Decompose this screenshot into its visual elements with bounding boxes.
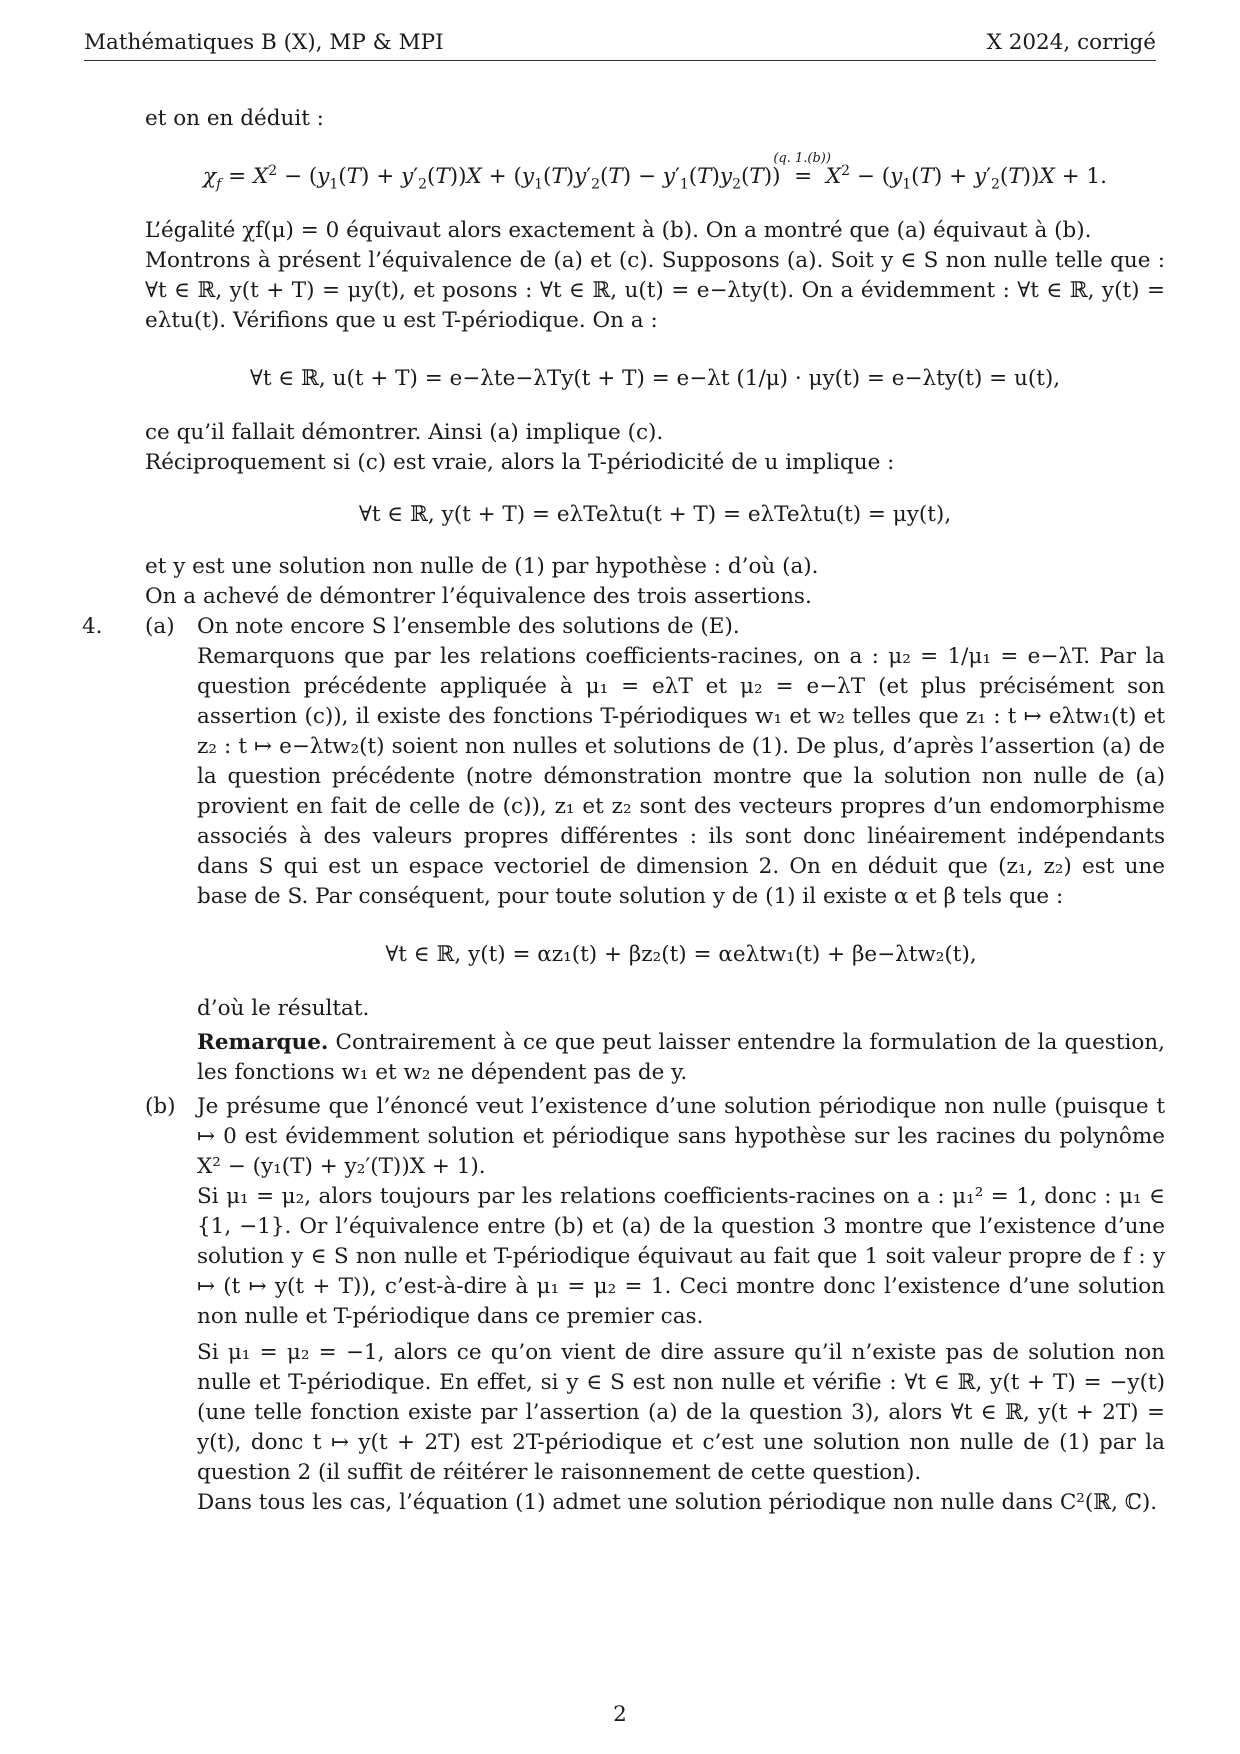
question-4b-paragraph-2: Si μ₁ = μ₂, alors toujours par les relations coefficients-racines on a : μ₁² = 1, donc : μ₁ ∈ {1, −1}. Or l’équivalence entre (b) et (a) de la question 3 montre que l’existence d’une solution y ∈ S non nulle et T-périodique équivaut au fait que 1 soit valeur propre de f : y ↦ (t ↦ y(t + T)), c’est-à-dire à μ₁ = μ₂ = 1. Ceci montre donc l’existence d’une solution non nulle et T-périodique dans ce premier cas. [197, 1184, 1165, 1329]
header-left: Mathématiques B (X), MP & MPI [84, 30, 444, 55]
paragraph-equivalence-ac: Montrons à présent l’équivalence de (a) et (c). Supposons (a). Soit y ∈ S non nulle telle que : ∀t ∈ ℝ, y(t + T) = μy(t), et posons : ∀t ∈ ℝ, u(t) = e−λty(t). On a évidemment : ∀t ∈ ℝ, y(t) = eλtu(t). Vérifions que u est T-périodique. On a : [145, 248, 1165, 333]
paragraph-converse: Réciproquement si (c) est vraie, alors la T-périodicité de u implique : [145, 450, 895, 475]
question-4a-remark [197, 1028, 1165, 1088]
remark-title: Remarque. [197, 1030, 329, 1055]
equation-chi: $\chi_f = X^2 - (y_1(T) + y'_2(T))X + (y_1(T)y'_2(T) - y'_1(T)y_2(T))$ = (q. 1.(b)) $X^2 - (y_1(T) + y'_2(T))X + 1$. [145, 162, 1165, 192]
header-right: X 2024, corrigé [986, 30, 1156, 55]
equation-annotation: (q. 1.(b)) [773, 151, 831, 166]
page-number: 2 [613, 1702, 627, 1727]
question-4a-line1: On note encore S l’ensemble des solutions de (E). [197, 614, 740, 639]
paragraph-a-implies-c: ce qu’il fallait démontrer. Ainsi (a) implique (c). [145, 420, 664, 445]
paragraph-equivalence-ab: L’égalité χf(μ) = 0 équivaut alors exactement à (b). On a montré que (a) équivaut à (b). [145, 218, 1092, 243]
page-header [84, 28, 1156, 61]
question-4b-paragraph-3: Si μ₁ = μ₂ = −1, alors ce qu’on vient de dire assure qu’il n’existe pas de solution non nulle et T-périodique. En effet, si y ∈ S est non nulle et vérifie : ∀t ∈ ℝ, y(t + T) = −y(t) (une telle fonction existe par l’assertion (a) de la question 3), alors ∀t ∈ ℝ, y(t + 2T) = y(t), donc t ↦ y(t + 2T) est 2T-périodique et c’est une solution non nulle de (1) par la question 2 (il suffit de réitérer le raisonnement de cette question). [197, 1340, 1165, 1485]
question-4a-conclusion: d’où le résultat. [197, 996, 370, 1021]
question-4b-paragraph-4: Dans tous les cas, l’équation (1) admet une solution périodique non nulle dans C²(ℝ, ℂ). [197, 1490, 1158, 1515]
question-4b-paragraph-1: Je présume que l’énoncé veut l’existence d’une solution périodique non nulle (puisque t ↦ 0 est évidemment solution et périodique sans hypothèse sur les racines du polynôme X² − (y₁(T) + y₂′(T))X + 1). [197, 1094, 1165, 1179]
equation-y: ∀t ∈ ℝ, y(t + T) = eλTeλtu(t + T) = eλTeλtu(t) = μy(t), [358, 502, 952, 527]
question-4a-paragraph: Remarquons que par les relations coefficients-racines, on a : μ₂ = 1/μ₁ = e−λT. Par la question précédente appliquée à μ₁ = eλT et μ₂ = e−λT (et plus précisément son assertion (c)), il existe des fonctions T-périodiques w₁ et w₂ telles que z₁ : t ↦ eλtw₁(t) et z₂ : t ↦ e−λtw₂(t) soient non nulles et solutions de (1). De plus, d’après l’assertion (a) de la question précédente (notre démonstration montre que la solution non nulle de (a) provient en fait de celle de (c)), z₁ et z₂ sont des vecteurs propres d’un endomorphisme associés à des valeurs propres différentes : ils sont donc linéairement indépendants dans S qui est un espace vectoriel de dimension 2. On en déduit que (z₁, z₂) est une base de S. Par conséquent, pour toute solution y de (1) il existe α et β tels que : [197, 644, 1165, 909]
question-4a-label: (a) [145, 614, 175, 639]
question-4 [82, 612, 1165, 1518]
equation-u: ∀t ∈ ℝ, u(t + T) = e−λte−λTy(t + T) = e−λt (1/μ) · μy(t) = e−λty(t) = u(t), [249, 366, 1061, 391]
remark-text: Contrairement à ce que peut laisser entendre la formulation de la question, les fonctions w₁ et w₂ ne dépendent pas de y. [197, 1030, 1165, 1085]
question-4-number: 4. [82, 614, 103, 639]
paragraph-achieved: On a achevé de démontrer l’équivalence des trois assertions. [145, 584, 812, 609]
page-body [82, 104, 1165, 1518]
intro-text: et on en déduit : [145, 106, 324, 131]
question-4a-equation: ∀t ∈ ℝ, y(t) = αz₁(t) + βz₂(t) = αeλtw₁(t) + βe−λtw₂(t), [385, 942, 977, 967]
paragraph-hence-a: et y est une solution non nulle de (1) par hypothèse : d’où (a). [145, 554, 819, 579]
question-4b [145, 1092, 1165, 1518]
question-4b-label: (b) [145, 1094, 176, 1119]
question-4a [145, 612, 1165, 1088]
